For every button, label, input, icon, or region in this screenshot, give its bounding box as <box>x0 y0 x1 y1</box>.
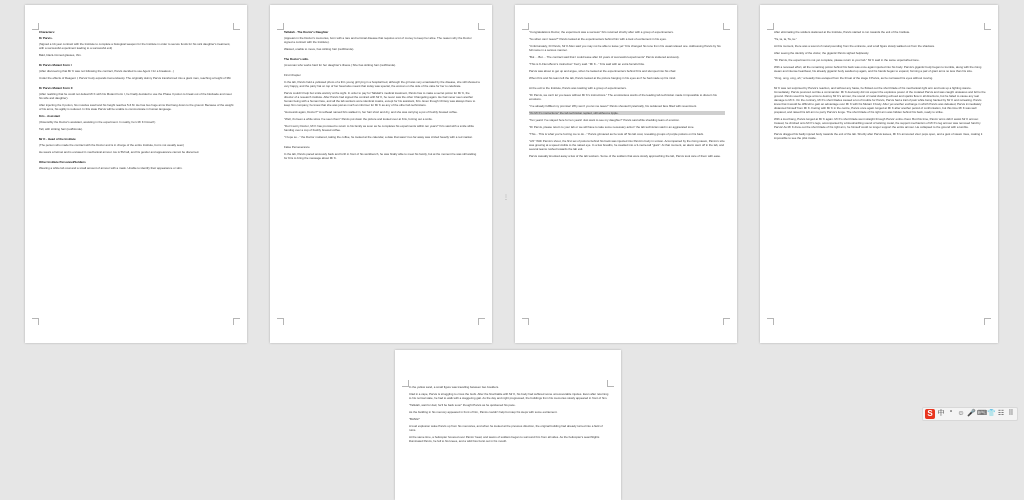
paragraph: "Ten years! I've stayed here for ten years! Just want to see my daughter!" Parvis said while shedding tears of emotion. <box>529 118 680 122</box>
paragraph: Under the effects of Reagent I, Parvis' body expands tremendously. The originally skinny Parvis transformed into a giant man, reaching a height of 3M. <box>39 76 232 80</box>
paragraph: Wearing a white lab coat and a small amount of armour with a mask. Unable to identify their appearance or skin. <box>39 166 183 170</box>
margin-corner-mark <box>522 318 529 325</box>
paragraph: "Tallulah, wait for dad, he'll be back soon" thought Parvis as he quickened his pace. <box>409 403 516 407</box>
margin-corner-mark <box>723 23 730 30</box>
paragraph: With a renewed effort, all the remaining potion behind his back was once again injected into his body. Parvis's gigantic body began to tremble, along with the rising steam and intense heartbeat, his already gigantic body swelled up again, and his hands began to expand, forming a pair of giant arms no less than his size. <box>774 65 982 73</box>
paragraph: At the same time, a helicopter hovered over Parvis' head, and teams of soldiers began to surround him from all sides. As the helicopter's searchlights illuminated Parvis, he fell to his knees, and a wild hiss burst out in his mouth. <box>409 435 600 443</box>
paragraph: When Kris and his team left the lab, Parvis looked at the picture hanging in his eyes as if he had made up his mind. <box>529 76 677 80</box>
heading: Dr Parvis Mutant Form II <box>39 86 73 90</box>
paragraph: A loud explosion woke Parvis up from his memories, and when he looked at the previous direction, the original building had already turned into a field of ruins. <box>409 424 603 432</box>
margin-corner-mark <box>233 23 240 30</box>
chapter-title: False Perseverance <box>284 145 310 149</box>
keyboard-icon[interactable]: ⌨ <box>977 410 988 417</box>
paragraph: Clad in a cape, Parvis is struggling to cross the Gobi. After the final battle with Mr K, his body had suffered some unrecoverable injuries. Even after returning to his normal state, he had to walk with a staggering gait. As the day and night progressed, the buildings from his memories slowly appeared in front of him. <box>409 392 609 400</box>
page-text[interactable] <box>284 30 480 163</box>
skin-icon[interactable]: 👕 <box>987 410 996 417</box>
heading: Kris - Assistant <box>39 114 61 118</box>
paragraph: "Ah!" With Parvis's shout, the first set of potions behind his back was injected into Parvis's body in unison. Accompanied by the rising steam, Parvis's size was growing at a speed visible to the naked eye. In a few breaths, he swelled into a 3-metre-tall "giant". At that moment, an alarm went off in the lab, and several teams rushed towards the lab exit. <box>529 139 725 151</box>
paragraph: "Omg, omg, omg, ah," a beastly hiss escaped from the throat of the stage II Parvis, as he narrowed his eyes without moving. <box>774 76 934 80</box>
paragraph: After seeing the identity of the visitor, the gigantic Parvis sighed helplessly. <box>774 51 870 55</box>
sogou-logo-icon[interactable]: S <box>925 409 935 419</box>
ime-toolbar <box>922 407 1018 421</box>
paragraph: "But ... But ... The contract said that I could leave after 10 years of successful experiments" Parvis stuttered anxiously. <box>529 55 680 59</box>
paragraph: "So when can I leave?" Parvis looked at the experimenters behind him with a look of excitement in his eyes. <box>529 37 667 41</box>
paragraph: (After discovering that Mr K was not following the contract, Parvis decided to use Agent I for a breakout...) <box>39 69 174 73</box>
paragraph: (Signed a 10-year contract with the Institute to complete a biological weapon for the Institute in order to secure funds for his sick daughter's treatment, with a successful experiment leading to a successful exit) <box>39 42 231 50</box>
chapter-title: First Chapter <box>284 73 301 77</box>
paragraph: As the building in his memory appeared in front of him, Parvis couldn't help but step his steps with some excitement. <box>409 410 558 414</box>
paragraph: "I've already fulfilled my promise! Why won't you let me leave!" Parvis shouted hysterically, his reddened face filled with resentment. <box>529 104 697 108</box>
paragraph: "Don't worry Doctor, Mr K has promised to return to his family as soon as he completes his experiments within ten years!" Kris said with a smile while handing over a cup of freshly brewed coffee. <box>284 124 474 132</box>
page-text[interactable] <box>774 30 986 143</box>
paragraph: Parvis casually knocked away a few of the lab workers. Some of the soldiers that were slowly approaching the lab, Parvis took care of them with ease. <box>529 154 721 158</box>
margin-corner-mark <box>32 23 39 30</box>
margin-corner-mark <box>32 318 39 325</box>
margin-corner-mark <box>984 318 991 325</box>
document-page-5 <box>395 350 621 500</box>
heading: Dr Parvis. <box>39 36 53 40</box>
emoji-icon[interactable]: ☺ <box>957 410 965 417</box>
paragraph: "Congratulations Doctor, the experiment was a success" Kris returned shortly after with a group of experimenters. <box>529 30 674 34</box>
margin-corner-mark <box>478 318 485 325</box>
margin-corner-mark <box>522 23 529 30</box>
paragraph: "BANG!" <box>409 417 421 421</box>
paragraph: "This is K-Flem-Bonn’s instruction" Kerry said. "Mr K..." Kris said with an extra forceful bite. <box>529 62 645 66</box>
paragraph: Parvis couldn't help but smile warmly at the sight. In order to pay for Tallulah's medical treatment, Parvis has to make a secret potion for Mr K, the director of a research institute. After Parvis had signed the contract with Mr K, he never saw the other Changeling again. He had never seen another human being with a human face, and all the lab workers wore identical masks, except for his assistant, Kris. Even though Chrissy was always there to keep him company, he knew that she was just as much an informer for Mr K as any of the other lab technicians. <box>284 91 476 107</box>
paragraph: Parvis was about to get up and argue, when he looked at the experimenters behind Kris and slumped into his chair. <box>529 69 677 73</box>
paragraph: (The person who made the contract with the Doctor and is in charge of the entire Institute, but is not usually seen) <box>39 143 185 147</box>
document-page-3 <box>515 5 737 343</box>
paragraph: With a loud bang, Parvis lunged at Mr K again. Mr K's short blade went straight through Parvis' entire chest. But this time, Parvis' arms didn't assist Mr K armour. Instead, he climbed onto Mr K's legs, accompanied by a bloodcurdling sound of twisting metal, the support mechanism of Mr K's leg armour was removed hard by Parvis! As Mr K drew out the short blade of his right arm, he himself could no longer support the entire armour. He collapsed to the ground with a tumble. <box>774 117 981 129</box>
heading: Tallulah - The Doctor's Daughter <box>284 30 329 34</box>
paragraph: "I hope so..." the Doctor muttered, taking the coffee, he looked at the calendar, a date that wasn't too far away was circled heavily with a red marker. <box>284 135 473 139</box>
paragraph: At the exit to the Institute, Parvis was tussling with a group of experimenters. <box>529 86 627 90</box>
page-text[interactable] <box>529 30 725 161</box>
heading: Mr K - Head of the Institute <box>39 137 76 141</box>
paragraph: Wasted, unable to move, has striking hair (red/blonde). <box>284 47 355 51</box>
paragraph: In the lab, Parvis held a yellowed photo of a thin young girl lying in a hospital bed, although the girl was very emaciated by the disease, she still showed a very happy, and the party hat on top of her head also meant that today was special, the woman on the side of the cake for her to celebrate. <box>284 80 480 88</box>
paragraph: Parvis dragged his badly injured body towards the exit of the lab. Shortly after Parvis leaves, Mr K's armoured visor pops open, and a gust of steam rises, making it impossible to see the pilot inside. <box>774 132 983 140</box>
paragraph: (Appears in the Doctor's memories, born with a rare and terminal disease that requires a lot of money to keep her alive. The reason why the Doctor signed a contract with the Institute). <box>284 36 472 44</box>
grid-menu-icon[interactable]: ⠿ <box>1008 410 1014 417</box>
paragraph: Tall, with striking hair (red/blonde). <box>39 127 83 131</box>
paragraph: Bald, black-rimmed glasses, thin. <box>39 53 82 57</box>
paragraph: In the lab, Parvis paced anxiously back and forth in front of his workbench, he was finally able to meet his family, but at the moment he was still waiting for Kris to bring the message about Mr K. <box>284 152 477 160</box>
margin-corner-mark <box>767 23 774 30</box>
punctuation-icon[interactable]: ° <box>949 410 953 417</box>
paragraph: After injecting the II potion, his muscles swell and his height reaches 5-6 M. He has two huge arms that hang down to the ground. Because of the weight of his arms, his agility is reduced. In this state Parvis will be unable to communicate in human language. <box>39 103 234 111</box>
paragraph: (After realizing that he could not defeat Mr K with his Mutant Form I, he finally decided to use the Phase II potion to break out of the blockade and meet his wife and daughter). <box>39 92 232 100</box>
margin-corner-mark <box>767 318 774 325</box>
paragraph: "Unfortunately, Dr Parvis, Mr K-Men said you may not be able to leave yet" Kris changed his tone from his usual relaxed one. Addressing Parvis by his full name in a serious manner. <box>529 44 721 52</box>
paragraph: Mr K was not surprised by Parvis's reaction, and without any haste, he flicked out the short blade of his mechanical right arm and took up a fighting stance. Immediately, Parvis pounced out like a commander. Mr K deviously did not expect the explosive power of the mutated Parvis and was caught unawares and fell to the ground. Parvis used his huge arms to destroy Mr K's armour, the sound of metal clashing echoed and sparks flew in all directions, but he failed to cause any real damage to Mr K. On the contrary, Mr K's short blades caused a lot of trouble for Parvis, Parvis had a trail of pain while being hacked by Mr K and retreating. Parvis knew that it would be difficult to gain an advantage over Mr K with his Mutant II body. After yet another exchange in which Parvis was defeated, Parvis immediately distanced himself from Mr K. Facing with Mr K in the centre, Parvis once again lunged at Mr K after another period of confrontation, but this time Mr K was well prepared, and raised his left arm to parry Parvis's lunge. The short blade of his right arm was hidden behind his back, ready to strike. <box>774 86 986 114</box>
margin-corner-mark <box>277 23 284 30</box>
heading: Other Institute Personnel/Soldiers <box>39 160 86 164</box>
heading: The Doctor's wife. <box>284 57 309 61</box>
margin-corner-mark <box>984 23 991 30</box>
margin-corner-mark <box>723 318 730 325</box>
paragraph: "This... This is what you're forcing me to do..." Parvis grimaced as he took off his lab coat, revealing groups of purple potions on his back. <box>529 132 704 136</box>
paragraph: "Homesick again, Doctor?" A redhead named Kris walked in, her hair short and dry, and she was carrying a pot of freshly brewed coffee. <box>284 110 458 114</box>
margin-corner-mark <box>402 380 409 387</box>
paragraph: He wears a helmet and is encased in mechanical armour. He is 5M tall, and his gender and appearance cannot be discerned. <box>39 150 200 154</box>
document-page-1 <box>25 5 247 343</box>
page-text[interactable] <box>39 30 235 173</box>
margin-corner-mark <box>277 318 284 325</box>
paragraph: At this moment, there was a sound of metal pounding from the entrance, and a tall figure slowly walked out from the shadows. <box>774 44 935 48</box>
toolbox-icon[interactable]: ☷ <box>997 410 1005 417</box>
paragraph: "Ta, ta, ta, Ta, ta-" <box>774 37 797 41</box>
paragraph: "Dr Parvis, the experiment is not yet complete, please return to your lab." Mr K said in the same unperturbed tone. <box>774 58 920 62</box>
heading: Dr Parvis Mutant Form I <box>39 63 72 67</box>
paragraph: "Dr Parvis, we can't let you leave without Mr K's instructions." The emotionless words of the leading lab technician made it impossible to discern his emotions. <box>529 93 717 101</box>
heading: Characters: <box>39 30 56 34</box>
paragraph: In the yellow sand, a small figure was travelling between two boulders. <box>409 385 499 389</box>
chinese-mode-icon[interactable]: 中 <box>937 410 945 417</box>
margin-corner-mark <box>478 23 485 30</box>
paragraph: "Dr Parvis, please return to your lab or we will have to take some necessary action" the lab technician said in an aggravated tone. <box>529 125 695 129</box>
document-page-2 <box>270 5 492 343</box>
paragraph: "Well, it's been a while since I've seen them" Parvis put down the picture and looked over at Kris, forcing out a smile. <box>284 117 433 121</box>
margin-corner-mark <box>233 318 240 325</box>
microphone-icon[interactable]: 🎤 <box>967 410 976 417</box>
paragraph-drag-handle-icon[interactable]: ⋮ <box>503 195 509 201</box>
highlighted-paragraph: "It's Mr K's instructions" the lab technician replied, still without a ripple. <box>529 111 725 115</box>
paragraph: After eliminating the soldiers stationed at the Institute, Parvis started to run towards the exit of the Institute. <box>774 30 911 34</box>
paragraph: (A woman who works hard for her daughter's illness.) She has striking hair (red/blonde). <box>284 63 397 67</box>
document-page-4 <box>760 5 998 343</box>
paragraph: (Ostensibly the Doctor's assistant, assisting in the experiment. In reality, he's Mr K himself.) <box>39 120 156 124</box>
page-text[interactable] <box>409 385 609 446</box>
